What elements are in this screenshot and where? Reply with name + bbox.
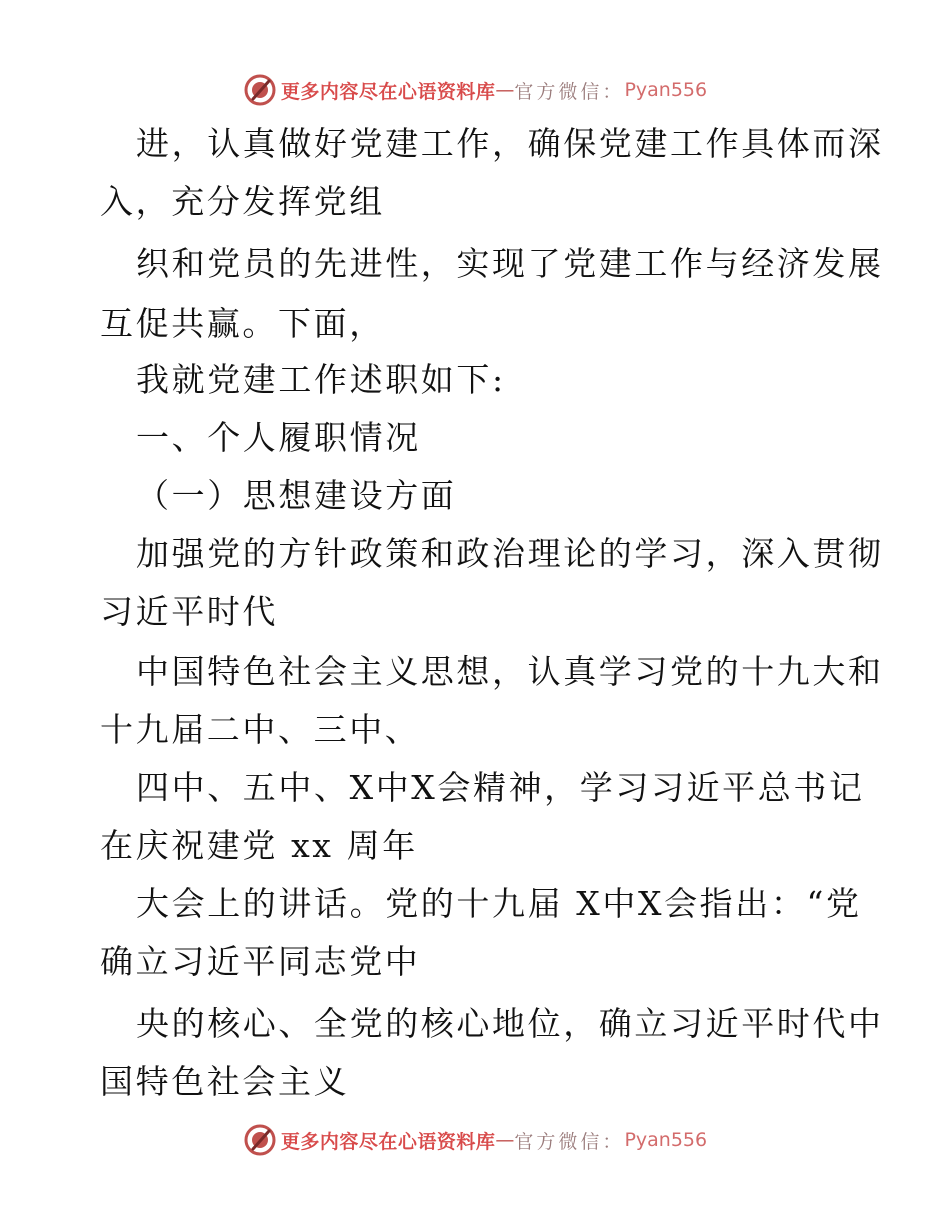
header-watermark	[0, 70, 950, 110]
text-line: 央的核心、全党的核心地位，确立习近平时代中	[136, 1004, 884, 1043]
watermark-site-text: 更多内容尽在心语资料库	[280, 80, 496, 103]
footer-watermark	[0, 1120, 950, 1160]
text-line: 我就党建工作述职如下:	[136, 360, 506, 399]
text-line: 入，充分发挥党组	[100, 182, 385, 221]
text-line: 织和党员的先进性，实现了党建工作与经济发展	[136, 244, 884, 283]
pen-seal-icon	[243, 73, 277, 107]
text-line: 确立习近平同志党中	[100, 942, 421, 981]
text-line: 加强党的方针政策和政治理论的学习，深入贯彻	[136, 534, 884, 573]
text-line: 十九届二中、三中、	[100, 710, 421, 749]
pen-seal-icon	[243, 1123, 277, 1157]
subsection-heading: （一）思想建设方面	[136, 476, 457, 515]
text-line: 互促共赢。下面，	[100, 304, 385, 343]
section-heading: 一、个人履职情况	[136, 418, 421, 457]
watermark-wechat-id: Pyan556	[624, 1129, 708, 1151]
text-line: 在庆祝建党 xx 周年	[100, 826, 418, 865]
watermark-dash: —	[495, 1129, 515, 1151]
watermark-dash: —	[495, 79, 515, 101]
watermark-wechat-id: Pyan556	[624, 79, 708, 101]
text-line: 国特色社会主义	[100, 1062, 350, 1101]
text-line: 中国特色社会主义思想，认真学习党的十九大和	[136, 652, 884, 691]
text-line: 大会上的讲话。党的十九届 X中X会指出：“党	[136, 884, 862, 923]
text-line: 四中、五中、X中X会精神，学习习近平总书记	[136, 768, 865, 807]
text-line: 进，认真做好党建工作，确保党建工作具体而深	[136, 124, 884, 163]
watermark-site-text: 更多内容尽在心语资料库	[280, 1130, 496, 1153]
text-line: 习近平时代	[100, 592, 278, 631]
watermark-wechat-label: 官方微信：	[514, 80, 625, 103]
watermark-wechat-label: 官方微信：	[514, 1130, 625, 1153]
